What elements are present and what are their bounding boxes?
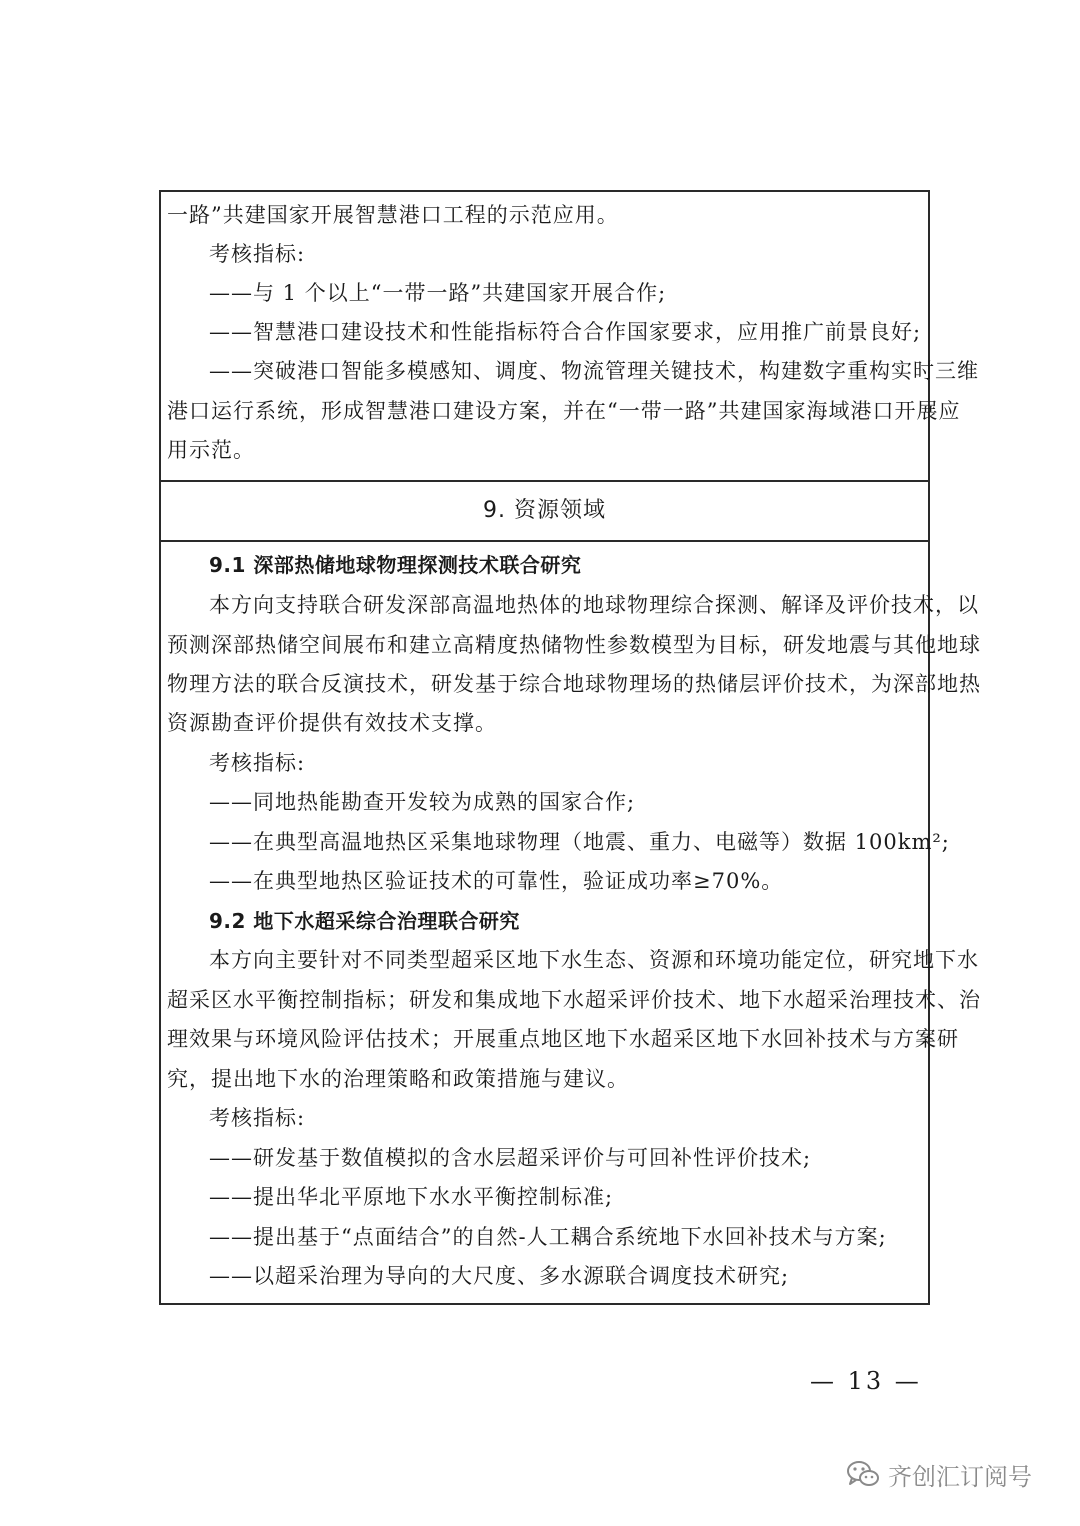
indicator-item: ——同地热能勘查开发较为成熟的国家合作; xyxy=(209,790,636,814)
table-section-body xyxy=(161,542,981,1303)
paragraph-line: 用示范。 xyxy=(167,438,255,462)
watermark xyxy=(846,1457,1032,1491)
table-section-continuation xyxy=(161,192,979,480)
content-table xyxy=(159,190,981,1305)
indicator-item: ——与 1 个以上“一带一路”共建国家开展合作; xyxy=(209,281,667,305)
indicator-item: ——提出基于“点面结合”的自然-人工耦合系统地下水回补技术与方案; xyxy=(209,1225,887,1249)
indicator-item: ——研发基于数值模拟的含水层超采评价与可回补性评价技术; xyxy=(209,1146,812,1170)
paragraph-line: 港口运行系统，形成智慧港口建设方案，并在“一带一路”共建国家海域港口开展应 xyxy=(167,399,961,423)
assessment-label: 考核指标: xyxy=(209,751,306,775)
assessment-label: 考核指标: xyxy=(209,1106,306,1130)
paragraph-line: 本方向主要针对不同类型超采区地下水生态、资源和环境功能定位，研究地下水 xyxy=(209,948,979,972)
paragraph-line: 超采区水平衡控制指标；研发和集成地下水超采评价技术、地下水超采治理技术、治 xyxy=(167,988,981,1012)
indicator-item: ——以超采治理为导向的大尺度、多水源联合调度技术研究; xyxy=(209,1264,790,1288)
paragraph-line: 本方向支持联合研发深部高温地热体的地球物理综合探测、解译及评价技术，以 xyxy=(209,593,979,617)
subsection-title: 9.2 地下水超采综合治理联合研究 xyxy=(209,909,520,933)
paragraph-line: 理效果与环境风险评估技术；开展重点地区地下水超采区地下水回补技术与方案研 xyxy=(167,1027,959,1051)
paragraph-line: 一路”共建国家开展智慧港口工程的示范应用。 xyxy=(167,203,619,227)
indicator-item: ——智慧港口建设技术和性能指标符合合作国家要求，应用推广前景良好; xyxy=(209,320,922,344)
paragraph-line: 预测深部热储空间展布和建立高精度热储物性参数模型为目标，研发地震与其他地球 xyxy=(167,633,981,657)
paragraph-line: 究，提出地下水的治理策略和政策措施与建议。 xyxy=(167,1067,629,1091)
paragraph-line: 物理方法的联合反演技术，研发基于综合地球物理场的热储层评价技术，为深部地热 xyxy=(167,672,981,696)
subsection-title: 9.1 深部热储地球物理探测技术联合研究 xyxy=(209,553,582,577)
indicator-item: ——突破港口智能多模感知、调度、物流管理关键技术，构建数字重构实时三维 xyxy=(209,359,979,383)
indicator-item: ——在典型高温地热区采集地球物理（地震、重力、电磁等）数据 100km²; xyxy=(209,830,950,854)
indicator-item: ——提出华北平原地下水水平衡控制标准; xyxy=(209,1185,614,1209)
indicator-item: ——在典型地热区验证技术的可靠性，验证成功率≥70%。 xyxy=(209,869,784,893)
paragraph-line: 资源勘查评价提供有效技术支撑。 xyxy=(167,711,497,735)
watermark-text: 齐创汇订阅号 xyxy=(888,1462,1032,1491)
table-section-heading xyxy=(161,480,928,542)
wechat-icon xyxy=(846,1459,880,1489)
section-heading: 9. 资源领域 xyxy=(483,498,606,523)
page-number: — 13 — xyxy=(810,1367,922,1395)
assessment-label: 考核指标: xyxy=(209,242,306,266)
